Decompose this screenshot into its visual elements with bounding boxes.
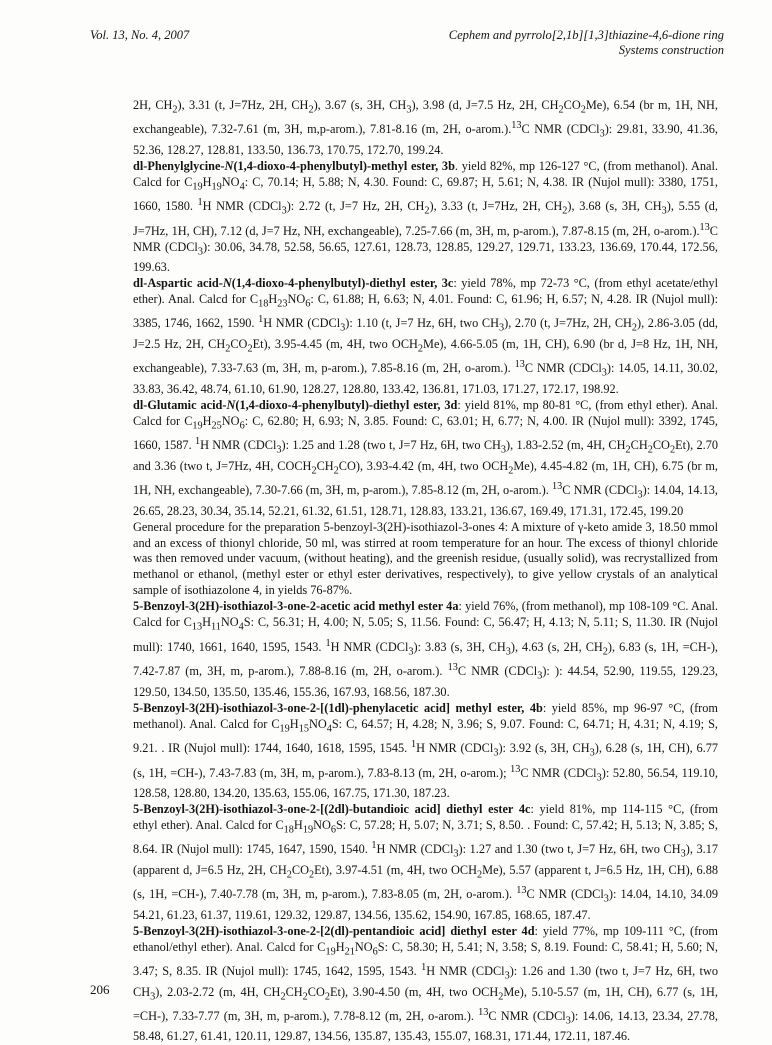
paragraph-3b: dl-Phenylglycine-N(1,4-dioxo-4-phenylbutyl)-methyl ester, 3b. yield 82%, mp 126-127 °C, (from methanol). Anal. Calcd for $C_{19}H_{19}NO_4$: C, 70.14; H, 5.88; N, 4.30. Found: C, 69.87; H, 5.61; N, 4.38. IR (Nujol mull): 3380, 1751, 1660, 1580. $^1$H NMR (CDCl$_3$): 2.72 (t, J=7 Hz, 2H, $CH_2$), 3.33 (t, J=7Hz, 2H, $CH_2$), 3.68 (s, 3H, $CH_3$), 5.55 (d, J=7Hz, 1H, CH), 7.12 (d, J=7 Hz, NH, exchangeable), 7.25-7.66 (m, 3H, m, p-arom.), 7.87-8.15 (m, 2H, o-arom.).$^{13}$C NMR (CDCl$_3$): 30.06, 34.78, 52.58, 56.65, 127.61, 128.73, 128.85, 129.27, 129.71, 133.23, 136.69, 170.44, 172.56, 199.63. [133, 158, 719, 275]
running-title [449, 28, 724, 58]
running-title-line-1: Cephem and pyrrolo[2,1b][1,3]thiazine-4,6-dione ring [448, 28, 724, 42]
body-text [133, 98, 718, 1045]
paragraph-general-procedure: General procedure for the preparation 5-benzoyl-3(2H)-isothiazol-3-ones 4: A mixture of γ-keto amide 3, 18.50 mmol and an excess of thionyl chloride, 50 ml, was stirred at room temperature for an hour. The excess of thionyl chloride was then removed under vacuum, (without heating), and the greenish residue, (usually solid), was recrystallized from methanol or ethanol, (methyl ester or ethyl ester derivatives, respectively), to give yellow crystals of an analytical sample of isothiazolone 4, in yields 76-87%. [133, 519, 718, 598]
paragraph-3d: dl-Glutamic acid-N(1,4-dioxo-4-phenylbutyl)-diethyl ester, 3d: yield 81%, mp 80-81 °C, (from ethyl ether). Anal. Calcd for $C_{19}H_{25}NO_6$: C, 62.80; H, 6.93; N, 3.85. Found: C, 63.01; H, 6.77; N, 4.00. IR (Nujol mull): 3392, 1745, 1660, 1587. $^1$H NMR (CDCl$_3$): 1.25 and 1.28 (two t, J=7 Hz, 6H, two $CH_3$), 1.83-2.52 (m, 4H, $CH_2CH_2CO_2Et$), 2.70 and 3.36 (two t, J=7Hz, 4H, $COCH_2CH_2CO$), 3.93-4.42 (m, 4H, two $OCH_2Me$), 4.45-4.82 (m, 1H, CH), 6.75 (br m, 1H, NH, exchangeable), 7.30-7.66 (m, 3H, m, p-arom.), 7.85-8.12 (m, 2H, o-arom.). $^{13}$C NMR (CDCl$_3$): 14.04, 14.13, 26.65, 28.23, 30.34, 35.14, 52.21, 61.32, 61.51, 128.71, 128.83, 133.21, 136.67, 169.49, 171.31, 172.45, 199.20 [133, 397, 718, 518]
running-title-line-2: Systems construction [618, 43, 724, 57]
paragraph-4c: 5-Benzoyl-3(2H)-isothiazol-3-one-2-[(2dl)-butandioic acid] diethyl ester 4c: yield 81%, mp 114-115 °C, (from ethyl ether). Anal. Calcd for $C_{18}H_{19}NO_6S$: C, 57.28; H, 5.07; N, 3.71; S, 8.50. . Found: C, 57.42; H, 5.13; N, 3.85; S, 8.64. IR (Nujol mull): 1745, 1647, 1590, 1540. $^1$H NMR (CDCl$_3$): 1.27 and 1.30 (two t, J=7 Hz, 6H, two $CH_3$), 3.17 (apparent d, J=6.5 Hz, 2H, $CH_2CO_2Et$), 3.97-4.51 (m, 4H, two $OCH_2Me$), 5.57 (apparent t, J=6.5 Hz, 1H, CH), 6.88 (s, 1H, =CH-), 7.40-7.78 (m, 3H, m, p-arom.), 7.83-8.05 (m, 2H, o-arom.). $^{13}$C NMR (CDCl$_3$): 14.04, 14.10, 34.09 54.21, 61.23, 61.37, 119.61, 129.32, 129.87, 134.56, 135.62, 154.90, 167.85, 168.65, 187.47. [133, 801, 719, 922]
paragraph-4d: 5-Benzoyl-3(2H)-isothiazol-3-one-2-[2(dl)-pentandioic acid] diethyl ester 4d: yield 77%, mp 109-111 °C, (from ethanol/ethyl ether). Anal. Calcd for $C_{19}H_{21}NO_6S$: C, 58.30; H, 5.41; N, 3.58; S, 8.19. Found: C, 58.41; H, 5.60; N, 3.47; S, 8.35. IR (Nujol mull): 1745, 1642, 1595, 1543. $^1$H NMR (CDCl$_3$): 1.26 and 1.30 (two t, J=7 Hz, 6H, two $CH_3$), 2.03-2.72 (m, 4H, $CH_2CH_2CO_2Et$), 3.90-4.50 (m, 4H, two $OCH_2Me$), 5.10-5.57 (m, 1H, CH), 6.77 (s, 1H, =CH-), 7.33-7.77 (m, 3H, m, p-arom.), 7.78-8.12 (m, 2H, o-arom.). $^{13}$C NMR (CDCl$_3$): 14.06, 14.13, 23.34, 27.78, 58.48, 61.27, 61.41, 120.11, 129.87, 134.56, 135.87, 135.43, 155.07, 168.31, 171.44, 172.11, 187.46. [133, 923, 719, 1044]
page-number: 206 [90, 982, 110, 997]
paragraph-3a-tail: 2H, $CH_2$), 3.31 (t, J=7Hz, 2H, $CH_2$), 3.67 (s, 3H, $CH_3$), 3.98 (d, J=7.5 Hz, 2H, $CH_2CO_2Me$), 6.54 (br m, 1H, NH, exchangeable), 7.32-7.61 (m, 3H, m,p-arom.), 7.81-8.16 (m, 2H, o-arom.).$^{13}$C NMR (CDCl$_3$): 29.81, 33.90, 41.36, 52.36, 128.27, 128.81, 133.50, 136.73, 170.75, 172.70, 199.24. [133, 98, 718, 157]
paragraph-4b: 5-Benzoyl-3(2H)-isothiazol-3-one-2-[(1dl)-phenylacetic acid] methyl ester, 4b: yield 85%, mp 96-97 °C, (from methanol). Anal. Calcd for $C_{19}H_{15}NO_4S$: C, 64.57; H, 4.28; N, 3.96; S, 9.07. Found: C, 64.71; H, 4.31; N, 4.19; S, 9.21. . IR (Nujol mull): 1744, 1640, 1618, 1595, 1545. $^1$H NMR (CDCl$_3$): 3.92 (s, 3H, $CH_3$), 6.28 (s, 1H, CH), 6.77 (s, 1H, =CH-), 7.43-7.83 (m, 3H, m, p-arom.), 7.83-8.13 (m, 2H, o-arom.); $^{13}$C NMR (CDCl$_3$): 52.80, 56.54, 119.10, 128.58, 128.80, 134.20, 135.63, 155.06, 167.75, 171.30, 187.23. [133, 700, 719, 800]
paragraph-4a: 5-Benzoyl-3(2H)-isothiazol-3-one-2-acetic acid methyl ester 4a: yield 76%, (from methanol), mp 108-109 °C. Anal. Calcd for $C_{13}H_{11}NO_4S$: C, 56.31; H, 4.00; N, 5.05; S, 11.56. Found: C, 56.47; H, 4.13; N, 5.11; S, 11.30. IR (Nujol mull): 1740, 1661, 1640, 1595, 1543. $^1$H NMR (CDCl$_3$): 3.83 (s, 3H, $CH_3$), 4.63 (s, 2H, $CH_2$), 6.83 (s, 1H, =CH-), 7.42-7.87 (m, 3H, m, p-arom.), 7.88-8.16 (m, 2H, o-arom.). $^{13}$C NMR (CDCl$_3$): ): 44.54, 52.90, 119.55, 129.23, 129.50, 134.50, 135.50, 135.46, 155.36, 167.93, 168.56, 187.30. [133, 599, 719, 699]
paragraph-3c: dl-Aspartic acid-N(1,4-dioxo-4-phenylbutyl)-diethyl ester, 3c: yield 78%, mp 72-73 °C, (from ethyl acetate/ethyl ether). Anal. Calcd for $C_{18}H_{23}NO_6$: C, 61.88; H, 6.63; N, 4.01. Found: C, 61.96; H, 6.57; N, 4.28. IR (Nujol mull): 3385, 1746, 1662, 1590. $^1$H NMR (CDCl$_3$): 1.10 (t, J=7 Hz, 6H, two $CH_3$), 2.70 (t, J=7Hz, 2H, $CH_2$), 2.86-3.05 (dd, J=2.5 Hz, 2H, $CH_2CO_2Et$), 3.95-4.45 (m, 4H, two $OCH_2Me$), 4.66-5.05 (m, 1H, CH), 6.90 (br d, J=8 Hz, 1H, NH, exchangeable), 7.33-7.63 (m, 3H, m, p-arom.), 7.85-8.16 (m, 2H, o-arom.). $^{13}$C NMR (CDCl$_3$): 14.05, 14.11, 30.02, 33.83, 36.42, 48.74, 61.10, 61.90, 128.27, 128.80, 133.42, 136.81, 171.03, 171.27, 172.17, 198.92. [133, 276, 719, 396]
journal-volume: Vol. 13, No. 4, 2007 [90, 28, 190, 42]
